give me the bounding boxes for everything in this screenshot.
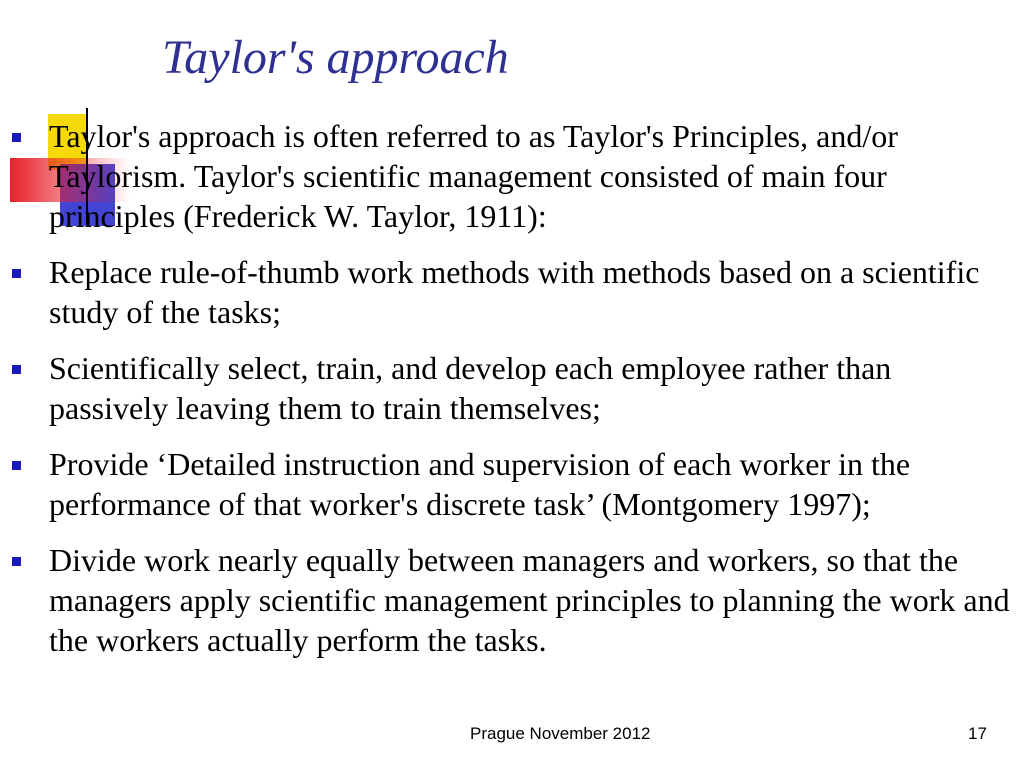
bullet-item	[0, 116, 1024, 236]
bullet-list	[0, 116, 1024, 676]
bullet-text: Provide ‘Detailed instruction and supervision of each worker in the performance of that worker's discrete task’ (Montgomery 1997);	[49, 446, 911, 522]
page-number: 17	[968, 724, 987, 743]
bullet-item	[0, 444, 1024, 524]
footer-event-label: Prague November 2012	[470, 724, 651, 743]
bullet-square-icon	[12, 461, 21, 470]
bullet-item	[0, 252, 1024, 332]
bullet-text: Divide work nearly equally between managers and workers, so that the managers apply scientific management principles to planning the work and the workers actually perform the tasks.	[49, 542, 1010, 658]
bullet-square-icon	[12, 557, 21, 566]
bullet-square-icon	[12, 269, 21, 278]
bullet-text: Taylor's approach is often referred to as Taylor's Principles, and/or Taylorism. Taylor's scientific management consisted of main four principles (Frederick W. Taylor, 1911):	[49, 118, 898, 234]
bullet-square-icon	[12, 365, 21, 374]
bullet-square-icon	[12, 133, 21, 142]
bullet-text: Scientifically select, train, and develop each employee rather than passively leaving them to train themselves;	[49, 350, 892, 426]
bullet-item	[0, 540, 1024, 660]
bullet-item	[0, 348, 1024, 428]
bullet-text: Replace rule-of-thumb work methods with methods based on a scientific study of the tasks;	[49, 254, 980, 330]
slide-title: Taylor's approach	[162, 31, 509, 84]
